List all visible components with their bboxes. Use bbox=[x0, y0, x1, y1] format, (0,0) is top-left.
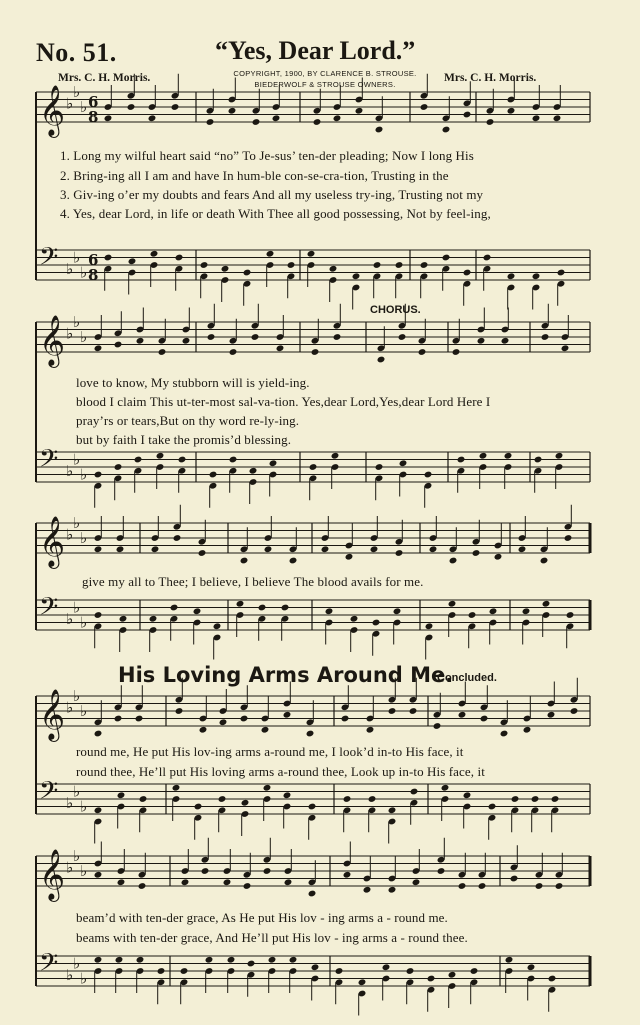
flat-sign: ♭ bbox=[80, 465, 88, 484]
note-head bbox=[557, 269, 566, 277]
note-head bbox=[199, 726, 208, 734]
note-head bbox=[555, 452, 564, 460]
note-head bbox=[341, 715, 350, 723]
lyric-line: beam’d with ten-der grace, As He put His lov - ing arms a - round me. bbox=[76, 910, 448, 925]
note-head bbox=[463, 111, 472, 119]
note-head bbox=[333, 333, 342, 341]
note-head bbox=[138, 882, 147, 890]
note-head bbox=[209, 471, 218, 479]
lyric-line: but by faith I take the promis’d blessing. bbox=[76, 432, 292, 447]
note-head bbox=[393, 607, 402, 615]
time-signature: 8 bbox=[88, 108, 99, 126]
note-head bbox=[510, 875, 519, 883]
note-head bbox=[213, 622, 222, 630]
chorus-label: CHORUS. bbox=[370, 304, 421, 316]
note-head bbox=[114, 715, 123, 723]
note-head bbox=[175, 707, 184, 715]
note-head bbox=[382, 963, 391, 971]
flat-sign: ♭ bbox=[66, 525, 74, 544]
hymn-title: “Yes, Dear Lord.” bbox=[215, 36, 416, 65]
lyric-line: round thee, He’ll put His loving arms a-round thee, Look up in-to His face, it bbox=[76, 764, 485, 779]
note-head bbox=[198, 549, 207, 557]
note-head bbox=[284, 878, 293, 886]
note-head bbox=[205, 956, 214, 964]
flat-sign: ♭ bbox=[80, 862, 88, 880]
note-head bbox=[375, 126, 384, 134]
note-head bbox=[311, 963, 320, 971]
flat-sign: ♭ bbox=[73, 954, 81, 973]
note-head bbox=[104, 254, 113, 262]
time-signature: 8 bbox=[88, 266, 99, 284]
note-head bbox=[228, 107, 237, 115]
note-head bbox=[127, 103, 136, 111]
note-head bbox=[345, 553, 354, 561]
copyright-line: COPYRIGHT, 1900, BY CLARENCE B. STROUSE. bbox=[233, 69, 417, 78]
note-head bbox=[507, 107, 516, 115]
note-head bbox=[182, 337, 191, 345]
note-head bbox=[114, 341, 123, 349]
note-head bbox=[261, 726, 270, 734]
note-head bbox=[283, 711, 292, 719]
note-head bbox=[221, 265, 230, 273]
flat-sign: ♭ bbox=[73, 248, 81, 267]
note-head bbox=[136, 956, 145, 964]
note-head bbox=[119, 615, 128, 623]
note-head bbox=[258, 604, 267, 612]
note-head bbox=[117, 791, 126, 799]
note-head bbox=[541, 333, 550, 341]
note-head bbox=[350, 615, 359, 623]
note-head bbox=[555, 882, 564, 890]
treble-clef: 𝄞 bbox=[39, 315, 66, 366]
flat-sign: ♭ bbox=[73, 450, 81, 469]
note-head bbox=[241, 799, 250, 807]
note-head bbox=[243, 882, 252, 890]
flat-sign: ♭ bbox=[73, 598, 81, 617]
note-head bbox=[442, 254, 451, 262]
note-head bbox=[564, 534, 573, 542]
note-head bbox=[206, 118, 215, 126]
note-head bbox=[420, 261, 429, 269]
composer-credit: Mrs. C. H. Morris. bbox=[444, 72, 537, 84]
bass-clef: 𝄢 bbox=[39, 948, 59, 984]
flat-sign: ♭ bbox=[66, 965, 74, 984]
note-head bbox=[94, 344, 103, 352]
note-head bbox=[306, 730, 315, 738]
note-head bbox=[420, 103, 429, 111]
note-head bbox=[170, 604, 179, 612]
lyricist-credit: Mrs. C. H. Morris. bbox=[58, 72, 151, 84]
note-head bbox=[240, 557, 249, 565]
note-head bbox=[180, 967, 189, 975]
note-head bbox=[335, 967, 344, 975]
lyric-line: pray’rs or tears,But on thy word re-ly-ing. bbox=[76, 413, 300, 428]
note-head bbox=[193, 607, 202, 615]
note-head bbox=[148, 114, 157, 122]
note-head bbox=[200, 261, 209, 269]
bass-clef: 𝄢 bbox=[39, 444, 59, 480]
note-head bbox=[321, 545, 330, 553]
bass-clef: 𝄢 bbox=[39, 776, 59, 812]
note-head bbox=[218, 795, 227, 803]
flat-sign: ♭ bbox=[66, 858, 74, 877]
note-head bbox=[489, 607, 498, 615]
treble-clef: 𝄞 bbox=[39, 85, 66, 136]
time-signature: 6 bbox=[88, 93, 99, 111]
note-head bbox=[452, 348, 461, 356]
note-head bbox=[223, 878, 232, 886]
note-head bbox=[523, 726, 532, 734]
note-head bbox=[448, 971, 457, 979]
flat-sign: ♭ bbox=[80, 969, 88, 988]
bass-clef: 𝄢 bbox=[39, 592, 59, 628]
note-head bbox=[207, 333, 216, 341]
note-head bbox=[308, 890, 317, 898]
note-head bbox=[448, 600, 457, 608]
note-head bbox=[442, 126, 451, 134]
note-head bbox=[478, 882, 487, 890]
note-head bbox=[264, 545, 273, 553]
note-head bbox=[406, 967, 415, 975]
note-head bbox=[281, 604, 290, 612]
note-head bbox=[128, 257, 137, 265]
note-head bbox=[388, 886, 397, 894]
note-head bbox=[522, 607, 531, 615]
note-head bbox=[263, 867, 272, 875]
note-head bbox=[553, 114, 562, 122]
note-head bbox=[398, 333, 407, 341]
note-head bbox=[229, 456, 238, 464]
note-head bbox=[449, 557, 458, 565]
note-head bbox=[532, 114, 541, 122]
flat-sign: ♭ bbox=[66, 324, 74, 343]
note-head bbox=[531, 795, 540, 803]
note-head bbox=[94, 471, 103, 479]
note-head bbox=[308, 803, 317, 811]
note-head bbox=[178, 456, 187, 464]
note-head bbox=[377, 356, 386, 364]
flat-sign: ♭ bbox=[80, 702, 88, 720]
flat-sign: ♭ bbox=[80, 529, 88, 547]
note-head bbox=[268, 956, 277, 964]
note-head bbox=[425, 622, 434, 630]
flat-sign: ♭ bbox=[66, 94, 74, 113]
note-head bbox=[117, 878, 126, 886]
note-head bbox=[395, 549, 404, 557]
note-head bbox=[504, 452, 513, 460]
note-head bbox=[388, 806, 397, 814]
note-head bbox=[149, 615, 158, 623]
lyric-line: give my all to Thee; I believe, I believe The blood avails for me. bbox=[82, 574, 424, 589]
note-head bbox=[352, 272, 361, 280]
note-head bbox=[151, 545, 160, 553]
note-head bbox=[372, 619, 381, 627]
note-head bbox=[266, 250, 275, 258]
note-head bbox=[343, 795, 352, 803]
note-head bbox=[116, 545, 125, 553]
note-head bbox=[527, 963, 536, 971]
flat-sign: ♭ bbox=[66, 793, 74, 812]
note-head bbox=[388, 707, 397, 715]
note-head bbox=[313, 118, 322, 126]
note-head bbox=[355, 107, 364, 115]
note-head bbox=[343, 871, 352, 879]
note-head bbox=[566, 611, 575, 619]
verse-line-2: 2. Bring-ing all I am and have In hum-ble con-se-cra-tion, Trusting in the bbox=[60, 168, 449, 183]
lyric-line: blood I claim This ut-ter-most sal-va-tion. Yes,dear Lord,Yes,dear Lord Here I bbox=[76, 394, 491, 409]
note-head bbox=[251, 333, 260, 341]
note-head bbox=[540, 557, 549, 565]
time-signature: 6 bbox=[88, 251, 99, 269]
note-head bbox=[570, 707, 579, 715]
note-head bbox=[331, 452, 340, 460]
note-head bbox=[433, 722, 442, 730]
note-head bbox=[548, 975, 557, 983]
note-head bbox=[150, 250, 159, 258]
note-head bbox=[542, 600, 551, 608]
treble-clef: 𝄞 bbox=[39, 516, 66, 567]
flat-sign: ♭ bbox=[80, 328, 88, 346]
note-head bbox=[227, 956, 236, 964]
note-head bbox=[458, 711, 467, 719]
note-head bbox=[424, 471, 433, 479]
note-head bbox=[427, 975, 436, 983]
note-head bbox=[287, 261, 296, 269]
note-head bbox=[252, 118, 261, 126]
note-head bbox=[500, 730, 509, 738]
verse-line-1: 1. Long my wilful heart said “no” To Je-sus’ ten-der pleading; Now I long His bbox=[60, 148, 474, 163]
note-head bbox=[243, 269, 252, 277]
hymn-number: No. 51. bbox=[36, 38, 117, 67]
note-head bbox=[247, 960, 256, 968]
note-head bbox=[333, 114, 342, 122]
note-head bbox=[511, 795, 520, 803]
note-head bbox=[399, 459, 408, 467]
note-head bbox=[156, 452, 165, 460]
note-head bbox=[104, 114, 113, 122]
note-head bbox=[368, 795, 377, 803]
treble-clef: 𝄞 bbox=[39, 689, 66, 740]
note-head bbox=[135, 715, 144, 723]
note-head bbox=[194, 803, 203, 811]
owners-line: BIEDERWOLF & STROUSE OWNERS. bbox=[254, 80, 396, 89]
note-head bbox=[289, 557, 298, 565]
note-head bbox=[507, 272, 516, 280]
flat-sign: ♭ bbox=[66, 609, 74, 628]
note-head bbox=[240, 715, 249, 723]
note-head bbox=[263, 784, 272, 792]
flat-sign: ♭ bbox=[73, 782, 81, 801]
note-head bbox=[373, 261, 382, 269]
flat-sign: ♭ bbox=[73, 687, 81, 705]
note-head bbox=[429, 545, 438, 553]
flat-sign: ♭ bbox=[66, 259, 74, 278]
note-head bbox=[249, 467, 258, 475]
flat-sign: ♭ bbox=[73, 83, 81, 101]
note-head bbox=[535, 882, 544, 890]
note-head bbox=[276, 344, 285, 352]
note-head bbox=[94, 730, 103, 738]
note-head bbox=[272, 114, 281, 122]
note-head bbox=[488, 803, 497, 811]
flat-sign: ♭ bbox=[80, 263, 88, 282]
note-head bbox=[477, 337, 486, 345]
note-head bbox=[283, 791, 292, 799]
note-head bbox=[219, 718, 228, 726]
note-head bbox=[94, 806, 103, 814]
note-head bbox=[534, 456, 543, 464]
note-head bbox=[307, 250, 316, 258]
flat-sign: ♭ bbox=[80, 613, 88, 632]
verse-line-4: 4. Yes, dear Lord, in life or death With Thee all good possessing, Not by feel-ing, bbox=[60, 206, 491, 221]
note-head bbox=[409, 707, 418, 715]
note-head bbox=[114, 463, 123, 471]
flat-sign: ♭ bbox=[66, 698, 74, 717]
note-head bbox=[494, 553, 503, 561]
note-head bbox=[139, 795, 148, 803]
note-head bbox=[329, 265, 338, 273]
note-head bbox=[358, 978, 367, 986]
note-head bbox=[463, 791, 472, 799]
note-head bbox=[437, 867, 446, 875]
note-head bbox=[463, 269, 472, 277]
flat-sign: ♭ bbox=[80, 98, 88, 116]
treble-clef: 𝄞 bbox=[39, 849, 66, 900]
note-head bbox=[136, 337, 145, 345]
note-head bbox=[94, 871, 103, 879]
note-head bbox=[370, 545, 379, 553]
note-head bbox=[181, 878, 190, 886]
note-head bbox=[366, 726, 375, 734]
note-head bbox=[309, 463, 318, 471]
flat-sign: ♭ bbox=[73, 313, 81, 331]
note-head bbox=[311, 348, 320, 356]
note-head bbox=[412, 878, 421, 886]
note-head bbox=[532, 272, 541, 280]
note-head bbox=[158, 348, 167, 356]
note-head bbox=[505, 956, 514, 964]
lyric-line: love to know, My stubborn will is yield-ing. bbox=[76, 375, 310, 390]
note-head bbox=[375, 463, 384, 471]
note-head bbox=[547, 711, 556, 719]
note-head bbox=[551, 795, 560, 803]
note-head bbox=[483, 254, 492, 262]
note-head bbox=[472, 549, 481, 557]
note-head bbox=[269, 459, 278, 467]
note-head bbox=[94, 545, 103, 553]
flat-sign: ♭ bbox=[73, 514, 81, 532]
note-head bbox=[501, 337, 510, 345]
note-head bbox=[486, 118, 495, 126]
note-head bbox=[441, 784, 450, 792]
note-head bbox=[561, 344, 570, 352]
note-head bbox=[94, 956, 103, 964]
note-head bbox=[171, 103, 180, 111]
note-head bbox=[236, 600, 245, 608]
note-head bbox=[470, 967, 479, 975]
note-head bbox=[175, 254, 184, 262]
note-head bbox=[518, 545, 527, 553]
note-head bbox=[325, 607, 334, 615]
note-head bbox=[480, 715, 489, 723]
note-head bbox=[94, 611, 103, 619]
note-head bbox=[418, 348, 427, 356]
bass-clef: 𝄢 bbox=[39, 242, 59, 278]
flat-sign: ♭ bbox=[80, 797, 88, 816]
note-head bbox=[395, 261, 404, 269]
verse-line-3: 3. Giv-ing o’er my doubts and fears And all my useless try-ing, Trusting not my bbox=[60, 187, 484, 202]
note-head bbox=[468, 611, 477, 619]
note-head bbox=[134, 456, 143, 464]
note-head bbox=[363, 886, 372, 894]
concluded-hymn-title: His Loving Arms Around Me. bbox=[118, 663, 454, 687]
note-head bbox=[229, 348, 238, 356]
note-head bbox=[115, 956, 124, 964]
note-head bbox=[172, 784, 181, 792]
note-head bbox=[157, 967, 166, 975]
note-head bbox=[173, 534, 182, 542]
note-head bbox=[289, 956, 298, 964]
lyric-line: beams with ten-der grace, And He’ll put His lov - ing arms a - round thee. bbox=[76, 930, 468, 945]
note-head bbox=[457, 456, 466, 464]
note-head bbox=[458, 882, 467, 890]
note-head bbox=[479, 452, 488, 460]
note-head bbox=[201, 867, 210, 875]
concluded-label: Concluded. bbox=[437, 672, 497, 684]
flat-sign: ♭ bbox=[73, 847, 81, 865]
note-head bbox=[410, 788, 419, 796]
flat-sign: ♭ bbox=[66, 461, 74, 480]
lyric-line: round me, He put His lov-ing arms a-round me, I look’d in-to His face, it bbox=[76, 744, 464, 759]
